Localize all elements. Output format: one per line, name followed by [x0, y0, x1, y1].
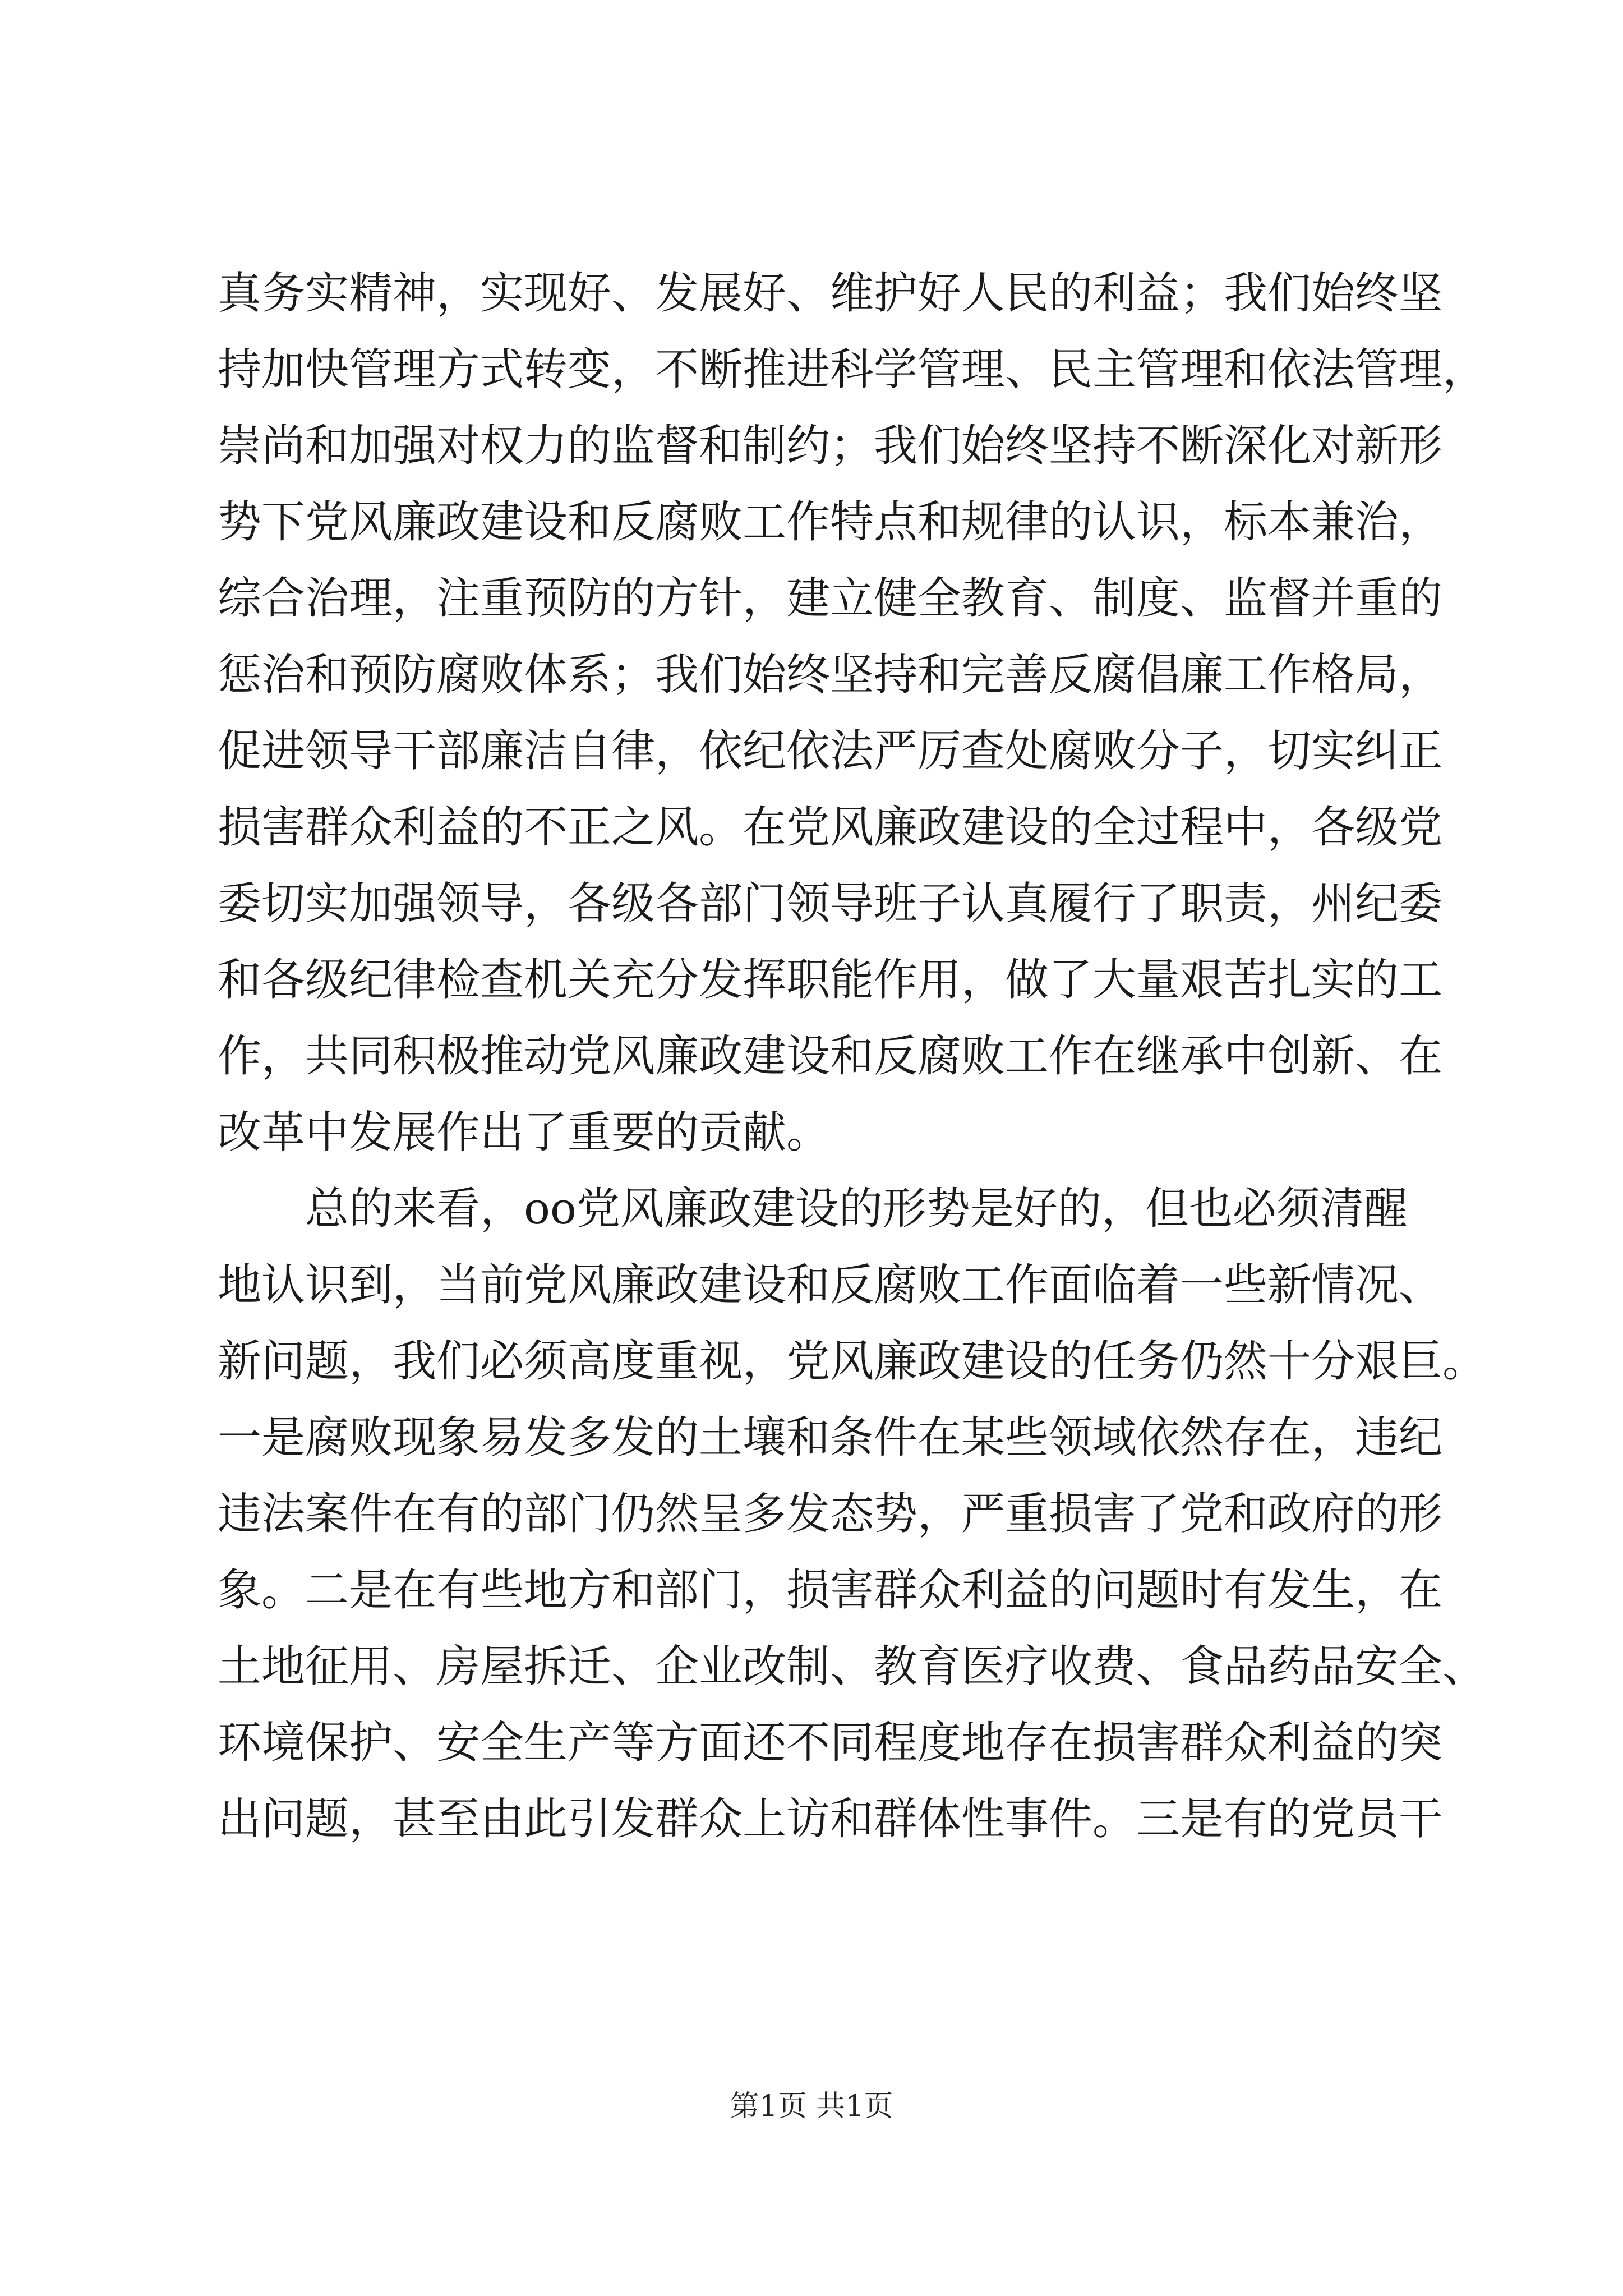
text-line: 势下党风廉政建设和反腐败工作特点和规律的认识，标本兼治，	[218, 497, 1443, 547]
text-line: 作，共同积极推动党风廉政建设和反腐败工作在继承中创新、在	[218, 1031, 1443, 1082]
text-line: 综合治理，注重预防的方针，建立健全教育、制度、监督并重的	[218, 573, 1443, 624]
text-line-paragraph-end: 改革中发展作出了重要的贡献。	[218, 1107, 831, 1158]
text-line: 土地征用、房屋拆迁、企业改制、教育医疗收费、食品药品安全、	[218, 1641, 1487, 1692]
text-line-paragraph-start: 总的来看，oo党风廉政建设的形势是好的，但也必须清醒	[218, 1184, 1408, 1234]
text-line: 持加快管理方式转变，不断推进科学管理、民主管理和依法管理，	[218, 344, 1487, 395]
page-number-footer: 第1页 共1页	[730, 2090, 893, 2123]
text-line: 崇尚和加强对权力的监督和制约；我们始终坚持不断深化对新形	[218, 421, 1443, 471]
text-line: 地认识到，当前党风廉政建设和反腐败工作面临着一些新情况、	[218, 1260, 1443, 1310]
text-line: 真务实精神，实现好、发展好、维护好人民的利益；我们始终坚	[218, 268, 1443, 319]
document-body	[218, 255, 1487, 1857]
text-line: 委切实加强领导，各级各部门领导班子认真履行了职责，州纪委	[218, 878, 1443, 929]
text-line: 惩治和预防腐败体系；我们始终坚持和完善反腐倡廉工作格局，	[218, 650, 1443, 700]
text-line: 象。二是在有些地方和部门，损害群众利益的问题时有发生，在	[218, 1565, 1443, 1616]
text-line: 和各级纪律检查机关充分发挥职能作用，做了大量艰苦扎实的工	[218, 955, 1443, 1005]
text-line: 促进领导干部廉洁自律，依纪依法严厉查处腐败分子，切实纠正	[218, 726, 1443, 776]
text-line: 环境保护、安全生产等方面还不同程度地存在损害群众利益的突	[218, 1718, 1443, 1768]
text-line: 出问题，甚至由此引发群众上访和群体性事件。三是有的党员干	[218, 1794, 1443, 1844]
text-line: 新问题，我们必须高度重视，党风廉政建设的任务仍然十分艰巨。	[218, 1336, 1487, 1387]
text-line: 一是腐败现象易发多发的土壤和条件在某些领域依然存在，违纪	[218, 1412, 1443, 1463]
text-line: 损害群众利益的不正之风。在党风廉政建设的全过程中，各级党	[218, 802, 1443, 853]
text-line: 违法案件在有的部门仍然呈多发态势，严重损害了党和政府的形	[218, 1489, 1443, 1539]
